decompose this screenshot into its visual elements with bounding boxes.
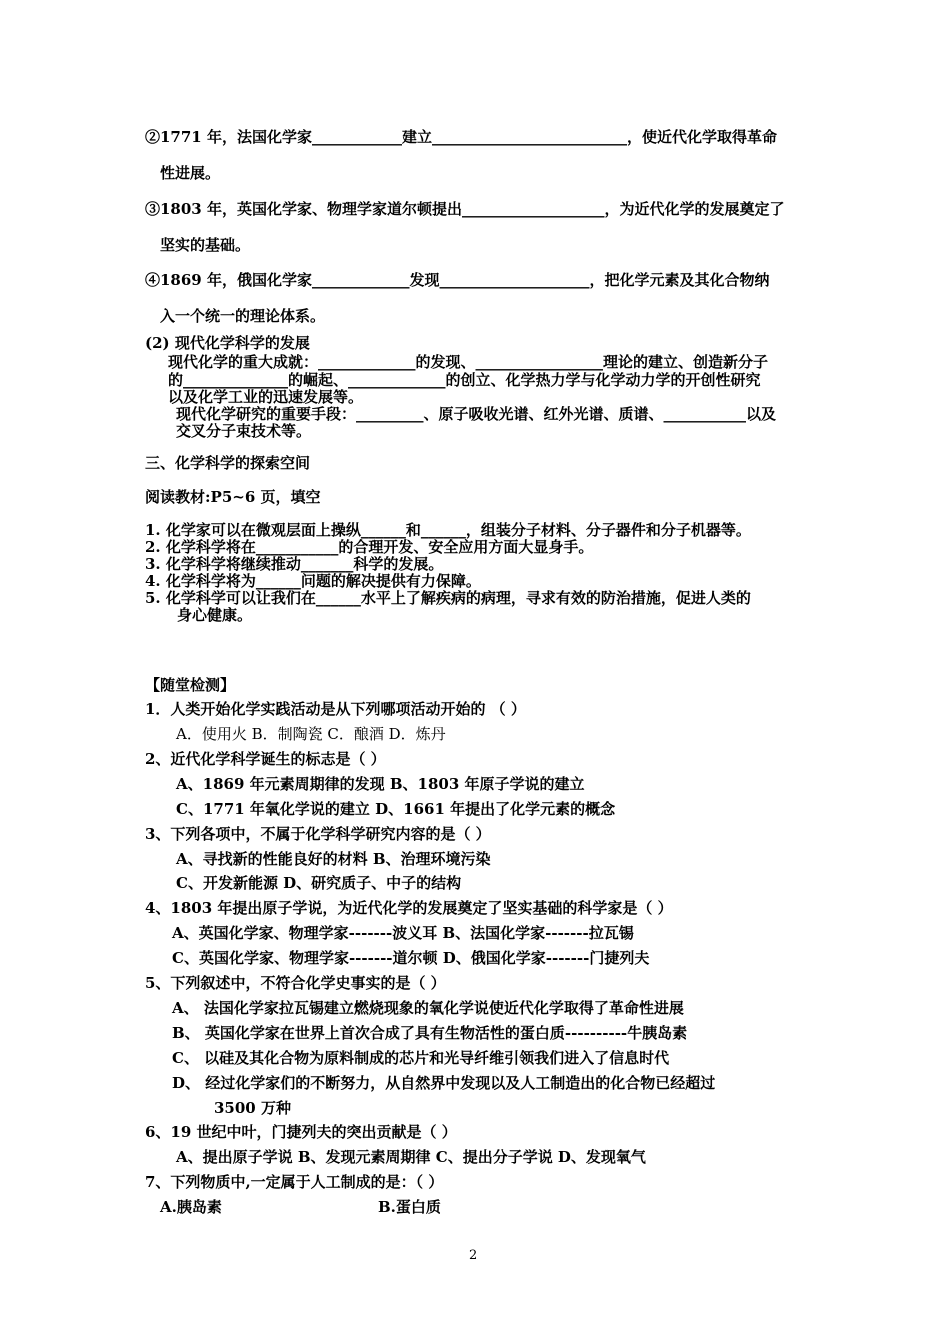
quiz-q7-option-b: B.蛋白质 bbox=[378, 1198, 441, 1216]
quiz-q5-option-c: C、 以硅及其化合物为原料制成的芯片和光导纤维引领我们进入了信息时代 bbox=[172, 1049, 670, 1067]
explore-item-1: 1. 化学家可以在微观层面上操纵______和______，组装分子材料、分子器件和分子机器等。 bbox=[145, 521, 751, 539]
quiz-q4: 4、1803 年提出原子学说，为近代化学的发展奠定了坚实基础的科学家是（ ） bbox=[145, 899, 673, 917]
quiz-q2-options-ab: A、1869 年元素周期律的发现 B、1803 年原子学说的建立 bbox=[176, 775, 585, 793]
modern-achievements-line-3: 以及化学工业的迅速发展等。 bbox=[168, 388, 364, 406]
history-line-1771: ②1771 年，法国化学家____________建立__________________________，使近代化学取得革命 bbox=[145, 128, 777, 146]
history-line-1869-cont: 入一个统一的理论体系。 bbox=[160, 307, 326, 325]
explore-item-5-cont: 身心健康。 bbox=[177, 606, 253, 624]
explore-item-3: 3. 化学科学将继续推动_______科学的发展。 bbox=[145, 555, 444, 573]
history-line-1803: ③1803 年，英国化学家、物理学家道尔顿提出___________________，为近代化学的发展奠定了 bbox=[145, 200, 785, 218]
quiz-q5: 5、下列叙述中，不符合化学史事实的是（ ） bbox=[145, 974, 446, 992]
quiz-q7-option-a: A.胰岛素 bbox=[160, 1198, 222, 1216]
history-line-1803-cont: 坚实的基础。 bbox=[160, 236, 251, 254]
quiz-q5-option-d-cont: 3500 万种 bbox=[214, 1099, 291, 1117]
explore-item-5: 5. 化学科学可以让我们在______水平上了解疾病的病理，寻求有效的防治措施，促进人类的 bbox=[145, 589, 751, 607]
history-line-1771-cont: 性进展。 bbox=[160, 164, 221, 182]
quiz-q5-option-a: A、 法国化学家拉瓦锡建立燃烧现象的氧化学说使近代化学取得了革命性进展 bbox=[172, 999, 684, 1017]
quiz-q3-options-ab: A、寻找新的性能良好的材料 B、治理环境污染 bbox=[176, 850, 491, 868]
quiz-q6: 6、19 世纪中叶，门捷列夫的突出贡献是（ ） bbox=[145, 1123, 457, 1141]
modern-chem-heading: (2) 现代化学科学的发展 bbox=[145, 334, 310, 352]
history-line-1869: ④1869 年，俄国化学家_____________发现____________________，把化学元素及其化合物纳 bbox=[145, 271, 770, 289]
explore-item-2: 2. 化学科学将在___________的合理开发、安全应用方面大显身手。 bbox=[145, 538, 594, 556]
quiz-q3: 3、下列各项中，不属于化学科学研究内容的是（ ） bbox=[145, 825, 491, 843]
quiz-q2-options-cd: C、1771 年氧化学说的建立 D、1661 年提出了化学元素的概念 bbox=[176, 800, 616, 818]
modern-achievements-line-2: 的______________的崛起、_____________的创立、化学热力学与化学动力学的开创性研究 bbox=[168, 371, 761, 389]
quiz-q6-options: A、提出原子学说 B、发现元素周期律 C、提出分子学说 D、发现氧气 bbox=[176, 1148, 646, 1166]
quiz-q7: 7、下列物质中,一定属于人工制成的是：（ ） bbox=[145, 1173, 444, 1191]
quiz-q3-options-cd: C、开发新能源 D、研究质子、中子的结构 bbox=[176, 874, 462, 892]
quiz-q1-options: A．使用火 B．制陶瓷 C．酿酒 D．炼丹 bbox=[176, 725, 446, 743]
page-number: 2 bbox=[469, 1248, 478, 1263]
quiz-q5-option-d: D、 经过化学家们的不断努力，从自然界中发现以及人工制造出的化合物已经超过 bbox=[172, 1074, 716, 1092]
quiz-title: 【随堂检测】 bbox=[145, 676, 236, 694]
quiz-q5-option-b: B、 英国化学家在世界上首次合成了具有生物活性的蛋白质----------牛胰岛素 bbox=[172, 1024, 688, 1042]
quiz-q4-options-cd: C、英国化学家、物理学家-------道尔顿 D、俄国化学家-------门捷列夫 bbox=[172, 949, 650, 967]
section-3-title: 三、化学科学的探索空间 bbox=[145, 454, 311, 472]
quiz-q4-options-ab: A、英国化学家、物理学家-------波义耳 B、法国化学家-------拉瓦锡 bbox=[172, 924, 634, 942]
explore-item-4: 4. 化学科学将为______问题的解决提供有力保障。 bbox=[145, 572, 481, 590]
modern-methods-line-1: 现代化学研究的重要手段：_________、原子吸收光谱、红外光谱、质谱、___________以及 bbox=[176, 405, 777, 423]
quiz-q2: 2、近代化学科学诞生的标志是（ ） bbox=[145, 750, 386, 768]
modern-achievements-line-1: 现代化学的重大成就：_____________的发现、_________________理论的建立、创造新分子 bbox=[168, 353, 769, 371]
quiz-q1: 1．人类开始化学实践活动是从下列哪项活动开始的 （ ） bbox=[145, 700, 526, 718]
modern-methods-line-2: 交叉分子束技术等。 bbox=[176, 422, 312, 440]
reading-instruction: 阅读教材:P5~6 页，填空 bbox=[145, 488, 321, 506]
